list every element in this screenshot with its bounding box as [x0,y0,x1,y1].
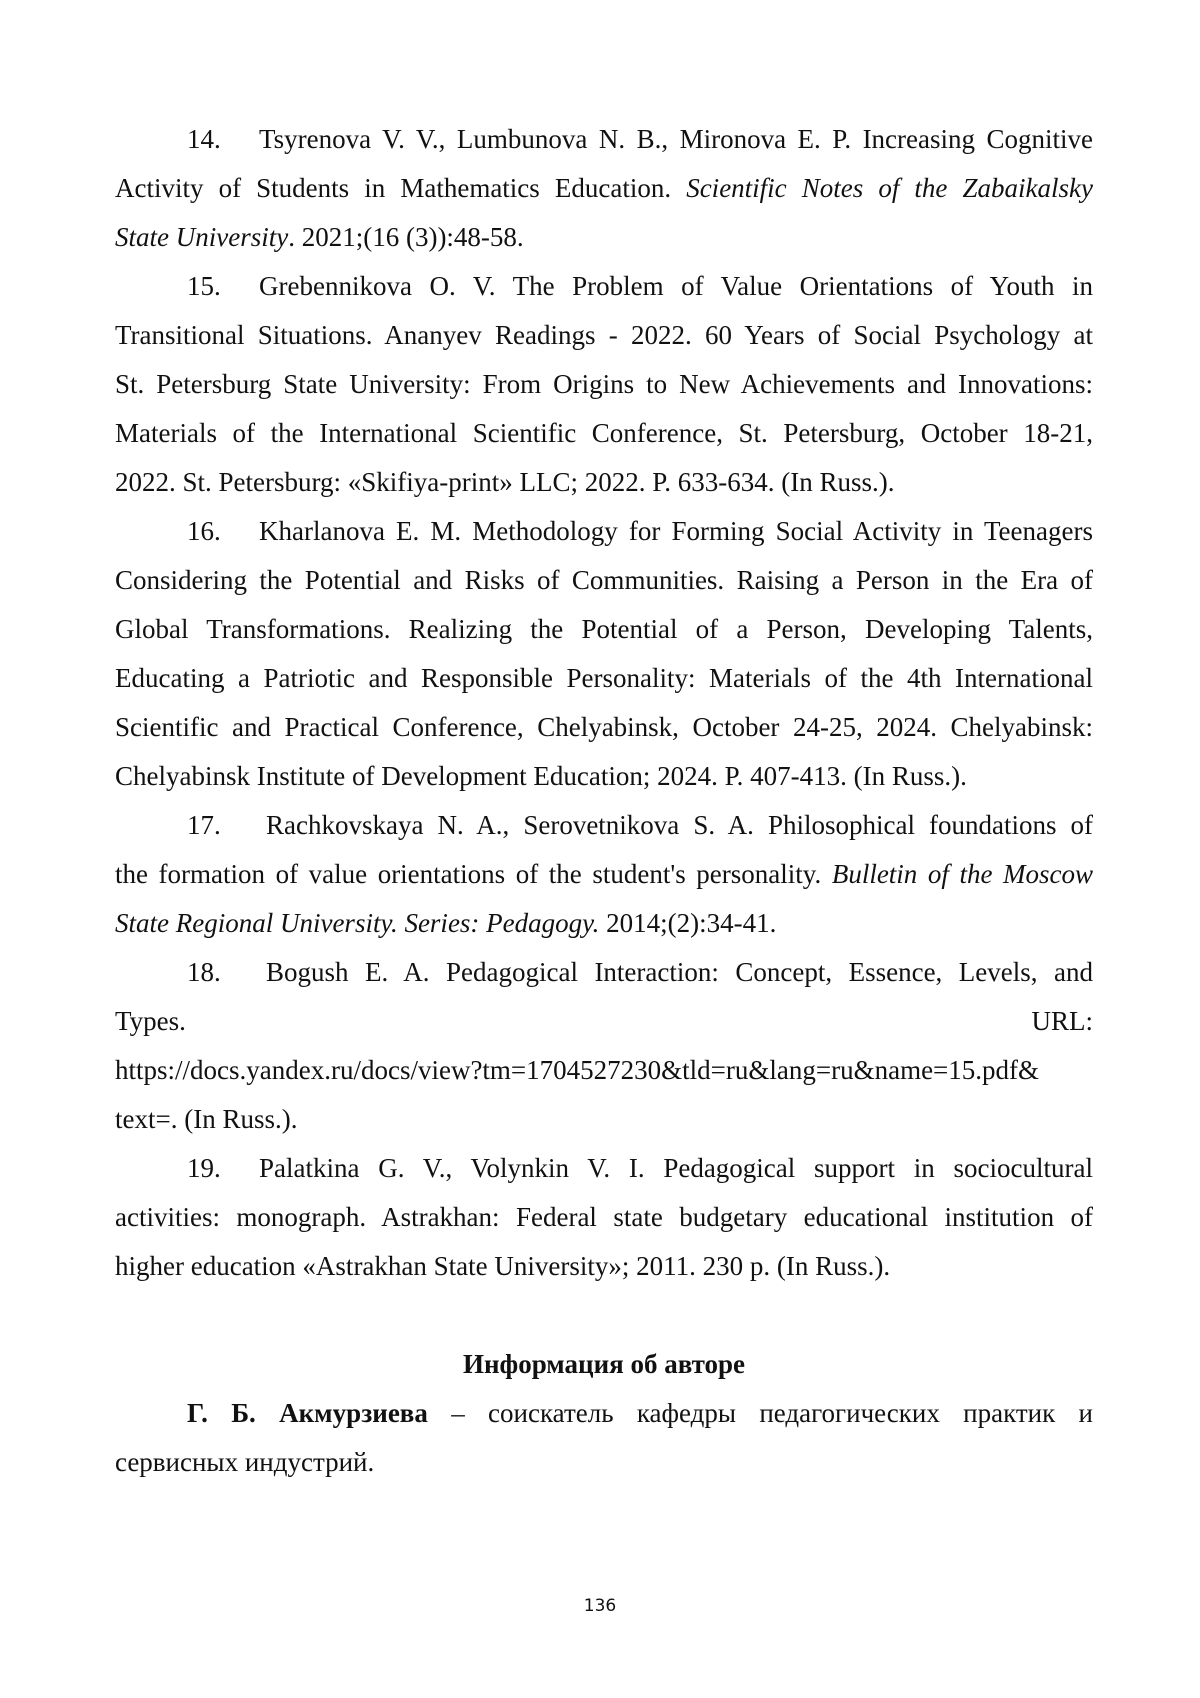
reference-text: Materials of the International Scientific Conference, St. Petersburg, October 18-21, [115,418,1093,448]
reference-text: 2014;(2):34-41. [599,908,777,938]
reference-source-italic: Scientific Notes of the Zabaikalsky [686,173,1093,203]
reference-text: Rachkovskaya N. A., Serovetnikova S. A. Philosophical foundations of [266,810,1093,840]
reference-line [115,1046,1093,1095]
reference-number: 15. [187,271,221,301]
reference-number: 17. [187,810,221,840]
reference-line [115,458,1093,507]
reference-number: 14. [187,124,221,154]
reference-number: 18. [187,957,221,987]
reference-number: 19. [187,1153,221,1183]
reference-text[interactable]: https://docs.yandex.ru/docs/view?tm=1704527230&tld=ru&lang=ru&name=15.pdf& [115,1055,1040,1085]
reference-text: St. Petersburg State University: From Origins to New Achievements and Innovations: [115,369,1093,399]
author-description-continued: сервисных индустрий. [115,1447,375,1477]
reference-line [115,1144,1093,1193]
reference-line [115,115,1093,164]
reference-item [115,262,1093,507]
author-info-heading: Информация об авторе [462,1349,746,1379]
reference-line [115,605,1093,654]
reference-text: activities: monograph. Astrakhan: Federal state budgetary educational institution of [115,1202,1093,1232]
reference-item [115,1144,1093,1291]
reference-line [115,850,1093,899]
reference-line [115,801,1093,850]
reference-list [115,115,1093,1291]
spacer [115,1291,1093,1340]
reference-line [115,311,1093,360]
reference-text: Global Transformations. Realizing the Potential of a Person, Developing Talents, [115,614,1093,644]
author-description: – соискатель кафедры педагогических практик и [427,1398,1093,1428]
reference-text: Bogush E. A. Pedagogical Interaction: Concept, Essence, Levels, and [266,957,1093,987]
document-body [115,115,1093,1487]
author-info-paragraph [115,1389,1093,1438]
reference-source-italic: Bulletin of the Moscow [831,859,1093,889]
reference-text: 2022. St. Petersburg: «Skifiya-print» LLC; 2022. P. 633-634. (In Russ.). [115,467,895,497]
reference-text: Scientific and Practical Conference, Chelyabinsk, October 24-25, 2024. Chelyabinsk: [115,712,1093,742]
reference-text: the formation of value orientations of the student's personality. [115,859,832,889]
author-name: Г. Б. Акмурзиева [187,1398,428,1428]
reference-text: Transitional Situations. Ananyev Readings - 2022. 60 Years of Social Psychology at [115,320,1093,350]
reference-line [115,1242,1093,1291]
reference-source-italic: State Regional University. Series: Pedagogy. [115,908,600,938]
reference-line [115,213,1093,262]
reference-text: Educating a Patriotic and Responsible Personality: Materials of the 4th International [115,663,1093,693]
reference-line [115,262,1093,311]
reference-line [115,556,1093,605]
reference-text: text=. (In Russ.). [115,1104,298,1134]
reference-number: 16. [187,516,221,546]
reference-line [115,703,1093,752]
reference-line [115,507,1093,556]
reference-line [115,1095,1093,1144]
reference-line [115,164,1093,213]
reference-line [115,654,1093,703]
reference-text: Considering the Potential and Risks of Communities. Raising a Person in the Era of [115,565,1093,595]
reference-text: Activity of Students in Mathematics Education. [115,173,687,203]
reference-item [115,507,1093,801]
reference-text: Palatkina G. V., Volynkin V. I. Pedagogical support in sociocultural [259,1153,1093,1183]
reference-line [115,997,1093,1046]
reference-text: Kharlanova E. M. Methodology for Forming Social Activity in Teenagers [259,516,1093,546]
reference-item [115,115,1093,262]
reference-text: Tsyrenova V. V., Lumbunova N. B., Mironova E. P. Increasing Cognitive [259,124,1093,154]
reference-line [115,948,1093,997]
reference-item [115,801,1093,948]
reference-item [115,948,1093,1144]
reference-line [115,1193,1093,1242]
reference-line [115,899,1093,948]
page-number: 136 [583,1596,617,1616]
reference-line [115,409,1093,458]
reference-source-italic: State University [115,222,289,252]
reference-line [115,752,1093,801]
reference-text: Chelyabinsk Institute of Development Education; 2024. P. 407-413. (In Russ.). [115,761,967,791]
reference-line [115,360,1093,409]
reference-text: higher education «Astrakhan State University»; 2011. 230 p. (In Russ.). [115,1251,891,1281]
reference-text: Types. URL: [115,1006,1093,1036]
reference-text: Grebennikova O. V. The Problem of Value Orientations of Youth in [259,271,1093,301]
reference-text: . 2021;(16 (3)):48-58. [288,222,524,252]
